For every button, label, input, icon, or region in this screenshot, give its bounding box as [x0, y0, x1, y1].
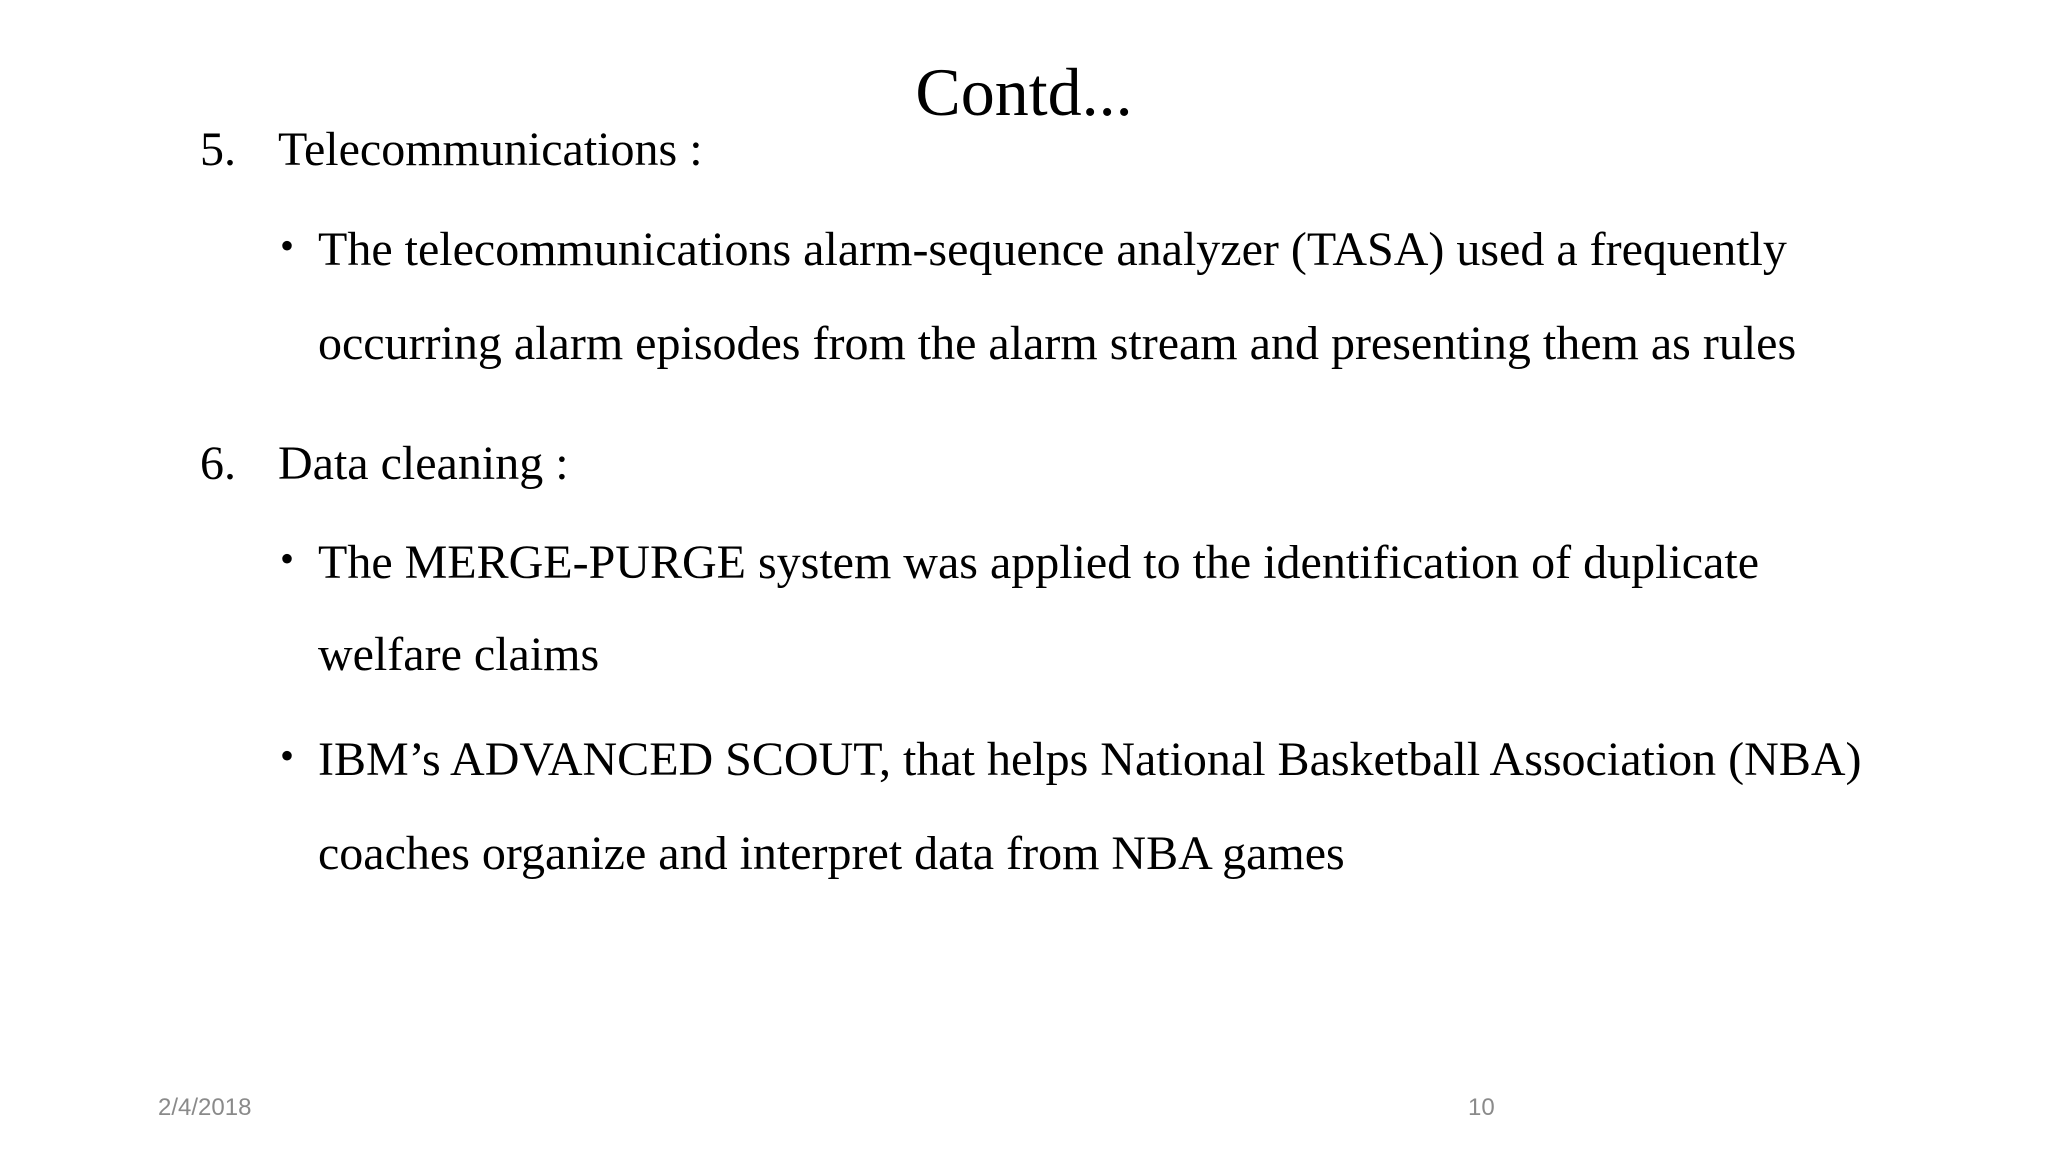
bullet-text-line: The telecommunications alarm-sequence analyzer (TASA) used a frequently [318, 223, 1787, 276]
bullet-text-line: occurring alarm episodes from the alarm stream and presenting them as rules [318, 317, 1797, 370]
list-number: 5. [200, 123, 236, 176]
bullet-text-line: welfare claims [318, 628, 600, 681]
bullet-point: • [280, 223, 295, 268]
slide-title: Contd... [915, 54, 1133, 130]
bullet-point: • [280, 733, 295, 778]
list-number: 6. [200, 437, 236, 490]
bullet-point: • [280, 536, 295, 581]
bullet-text-line: The MERGE-PURGE system was applied to the identification of duplicate [318, 536, 1760, 589]
bullet-text-line: coaches organize and interpret data from NBA games [318, 827, 1345, 880]
list-label: Data cleaning : [278, 437, 569, 490]
list-label: Telecommunications : [278, 123, 703, 176]
footer-date: 2/4/2018 [158, 1094, 252, 1121]
slide-number: 10 [1468, 1094, 1495, 1121]
bullet-text-line: IBM’s ADVANCED SCOUT, that helps National Basketball Association (NBA) [318, 733, 1862, 786]
